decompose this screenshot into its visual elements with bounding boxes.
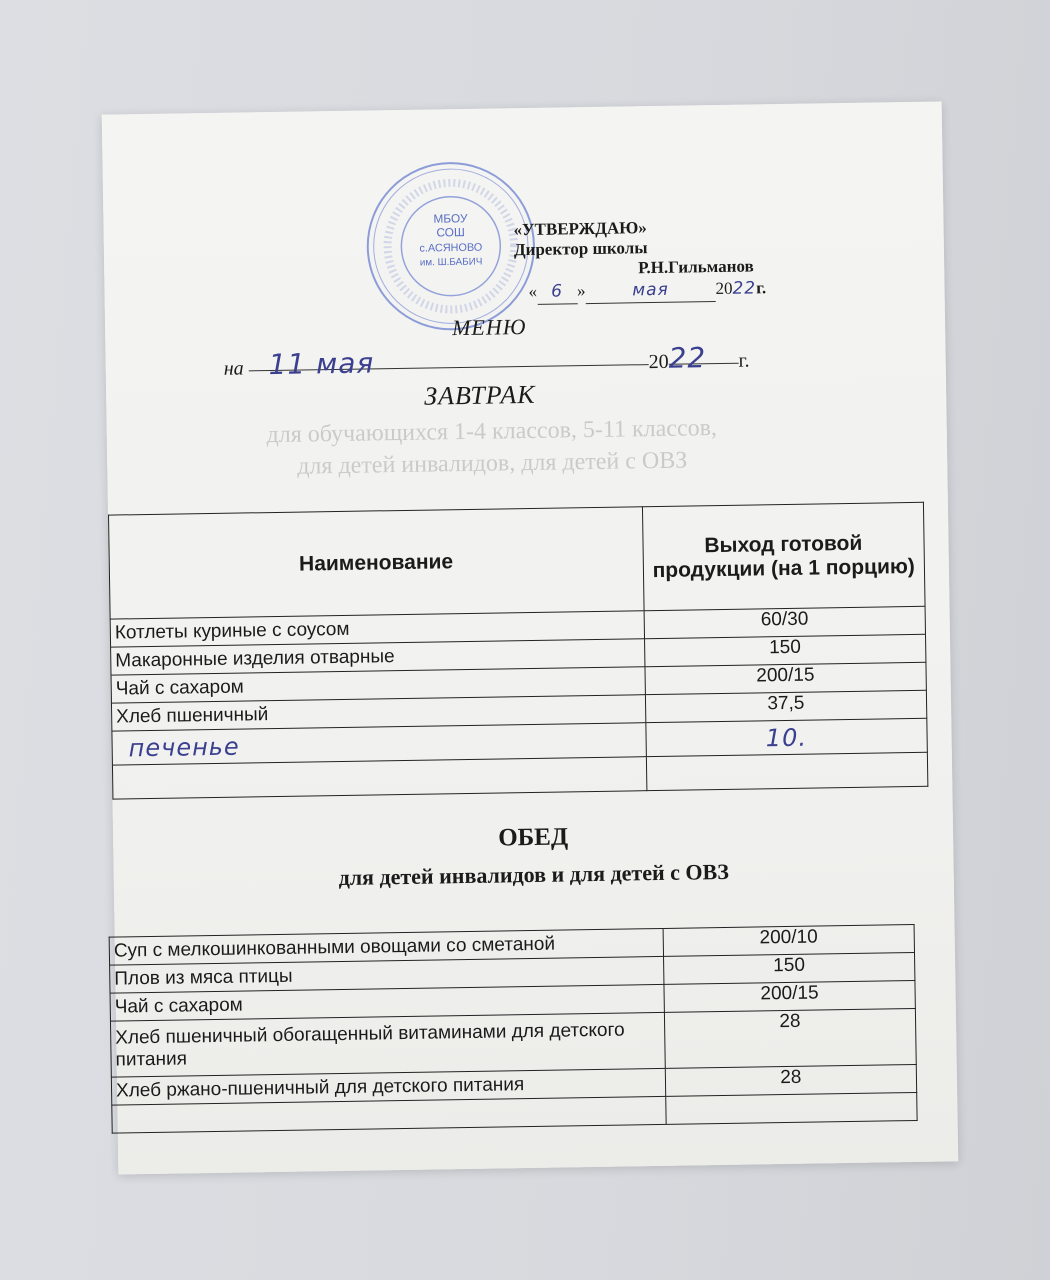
stamp-line-2: СОШ xyxy=(436,225,465,240)
menu-year-suffix: г. xyxy=(738,349,750,372)
menu-year-handwritten: 22 xyxy=(668,341,738,365)
menu-date-prefix: на xyxy=(223,357,244,380)
dish-output: 60/30 xyxy=(644,606,926,638)
dish-name: Чай с сахаром xyxy=(111,667,645,703)
approval-date-suffix: г. xyxy=(756,278,767,298)
col-header-name: Наименование xyxy=(109,507,644,619)
stamp-line-3: с.АСЯНОВО xyxy=(419,241,483,255)
menu-title: МЕНЮ xyxy=(451,314,527,341)
approval-date-year-prefix: 20 xyxy=(715,278,733,299)
dish-output: 150 xyxy=(663,952,915,984)
menu-year-prefix: 20 xyxy=(648,350,669,374)
dish-name: Макаронные изделия отварные xyxy=(111,639,645,675)
dish-output: 200/10 xyxy=(663,925,915,957)
dish-name: Хлеб пшеничный xyxy=(111,695,645,731)
stamp-line-1: МБОУ xyxy=(433,211,468,226)
dish-output xyxy=(646,752,928,790)
lunch-subtitle: для детей инвалидов и для детей с ОВЗ xyxy=(338,858,730,891)
stamp-line-4: им. Ш.БАБИЧ xyxy=(419,256,483,269)
approval-date-open: « xyxy=(528,281,538,301)
approval-title: «УТВЕРЖДАЮ» xyxy=(513,218,647,240)
menu-date-handwritten: 11 мая xyxy=(248,342,648,371)
lunch-title: ОБЕД xyxy=(497,823,569,852)
approval-name: Р.Н.Гильманов xyxy=(638,256,754,278)
dish-name xyxy=(112,757,646,799)
col-header-output: Выход готовой продукции (на 1 порцию) xyxy=(642,502,925,610)
menu-document xyxy=(102,101,959,1174)
approval-date-year: 22 xyxy=(732,278,757,299)
approval-date xyxy=(514,278,766,305)
dish-name: Хлеб пшеничный обогащенный витаминами для детского питания xyxy=(110,1012,665,1077)
dish-output xyxy=(666,1092,918,1124)
dish-output: 28 xyxy=(664,1008,916,1068)
breakfast-subtitle-1: для обучающихся 1-4 классов, 5-11 классов, xyxy=(266,415,718,449)
menu-date-line xyxy=(223,341,749,381)
breakfast-subtitle-2: для детей инвалидов, для детей с ОВЗ xyxy=(297,447,688,480)
dish-output: 37,5 xyxy=(645,690,927,722)
approval-date-day: 6 xyxy=(537,281,577,305)
dish-output: 28 xyxy=(665,1064,917,1096)
dish-name: Чай с сахаром xyxy=(110,984,664,1021)
approval-block xyxy=(513,216,766,305)
dish-name: Котлеты куриные с соусом xyxy=(110,611,644,647)
dish-output: 150 xyxy=(644,634,926,666)
approval-date-close: » xyxy=(576,281,586,301)
breakfast-title: ЗАВТРАК xyxy=(423,379,536,411)
dish-output: 200/15 xyxy=(664,980,916,1012)
lunch-table xyxy=(109,924,918,1134)
dish-name: Плов из мяса птицы xyxy=(110,956,664,993)
approval-position: Директор школы xyxy=(513,238,648,260)
dish-name-handwritten: печенье xyxy=(112,723,646,765)
dish-output-handwritten: 10. xyxy=(645,718,927,756)
breakfast-table xyxy=(108,502,928,800)
dish-output: 200/15 xyxy=(645,662,927,694)
approval-date-month: мая xyxy=(585,279,715,304)
dish-name: Хлеб ржано-пшеничный для детского питания xyxy=(111,1068,665,1105)
dish-name: Суп с мелкошинкованными овощами со сметаной xyxy=(109,928,663,965)
